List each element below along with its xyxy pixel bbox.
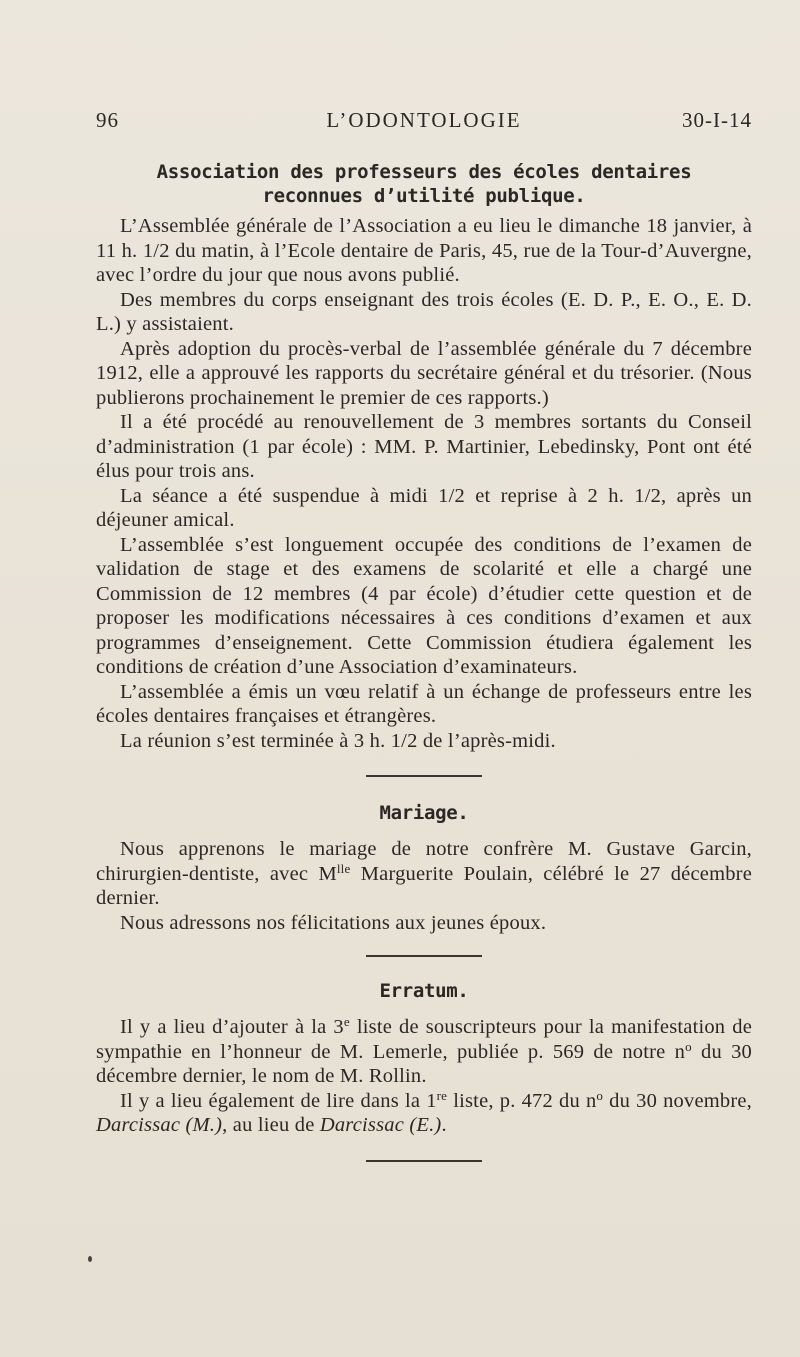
page-number: 96: [96, 108, 119, 132]
paragraph: Après adoption du procès-verbal de l’assemblée générale du 7 décembre 1912, elle a approuvé les rapports du secrétaire général et du trésorier. (Nous publierons prochainement le premier de ces rapports.): [96, 337, 752, 409]
article-body: [96, 160, 752, 1162]
paragraph: La séance a été suspendue à midi 1/2 et reprise à 2 h. 1/2, après un déjeuner amical.: [96, 484, 752, 531]
paragraph: La réunion s’est terminée à 3 h. 1/2 de l’après-midi.: [120, 729, 556, 752]
running-head: [96, 108, 752, 138]
paragraph: Des membres du corps enseignant des trois écoles (E. D. P., E. O., E. D. L.) y assistaient.: [96, 288, 752, 335]
ink-speck: [88, 1256, 92, 1262]
paragraph: Nous apprenons le mariage de notre confrère M. Gustave Garcin, chirurgien-dentiste, avec $M^{lle}$ Marguerite Poulain, célébré le 27 décembre dernier.: [96, 838, 752, 909]
paragraph: Il y a lieu d’ajouter à la 3e liste de souscripteurs pour la manifestation de sympathie en l’honneur de M. Lemerle, publiée p. 569 de notre $n^o$ du 30 décembre dernier, le nom de M. Rollin.: [96, 1014, 752, 1087]
section-divider: [366, 775, 482, 777]
title-line-2: reconnues d’utilité publique.: [262, 185, 586, 207]
paragraph: L’Assemblée générale de l’Association a eu lieu le dimanche 18 janvier, à 11 h. 1/2 du matin, à l’Ecole dentaire de Paris, 45, rue de la Tour-d’Auvergne, avec l’ordre du jour que nous avons publié.: [96, 215, 752, 286]
journal-title: L’ODONTOLOGIE: [326, 108, 522, 132]
section-divider: [366, 955, 482, 957]
section-divider: [366, 1160, 482, 1162]
paragraph: L’assemblée a émis un vœu relatif à un échange de professeurs entre les écoles dentaires françaises et étrangères.: [96, 680, 752, 727]
issue-date: 30-I-14: [682, 108, 752, 132]
paragraph: Il a été procédé au renouvellement de 3 membres sortants du Conseil d’administration (1 par école) : MM. P. Martinier, Lebedinsky, Pont ont été élus pour trois ans.: [96, 411, 752, 482]
paragraph: Nous adressons nos félicitations aux jeunes époux.: [120, 911, 547, 934]
title-line-1: Association des professeurs des écoles dentaires: [156, 161, 692, 183]
section-title-association: [96, 160, 752, 208]
section-title-mariage: Mariage.: [379, 802, 469, 824]
section-title-erratum: Erratum.: [379, 980, 469, 1002]
paragraph: Il y a lieu également de lire dans la 1re liste, p. 472 du $n^o$ du 30 novembre, Darcissac (M.), au lieu de Darcissac (E.).: [96, 1087, 752, 1136]
paragraph: L’assemblée s’est longuement occupée des conditions de l’examen de validation de stage et des examens de scolarité et elle a chargé une Commission de 12 membres (4 par école) d’étudier cette question et de proposer les modifications nécessaires à ces conditions d’examen et aux programmes d’enseignement. Cette Commission étudiera également les conditions de création d’une Association d’examinateurs.: [96, 533, 752, 678]
